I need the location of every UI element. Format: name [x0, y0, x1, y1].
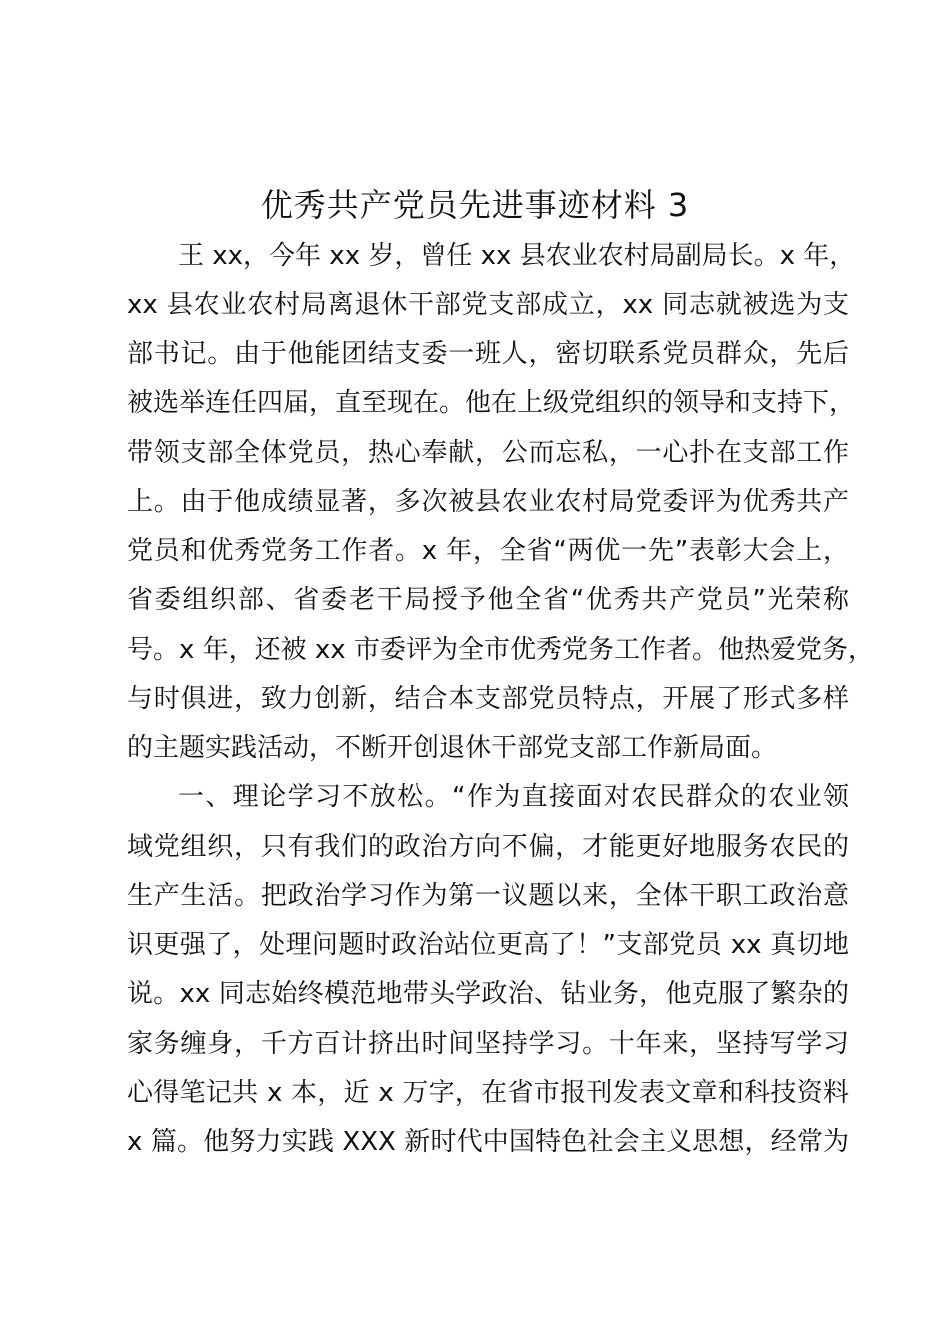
paragraph-line: 号。x 年，还被 xx 市委评为全市优秀党务工作者。他热爱党务，	[127, 635, 874, 665]
paragraph-line: 部书记。由于他能团结支委一班人，密切联系党员群众，先后	[127, 339, 849, 369]
paragraph-line: 被选举连任四届，直至现在。他在上级党组织的领导和支持下，	[127, 388, 856, 418]
paragraph-line: xx 县农业农村局离退休干部党支部成立，xx 同志就被选为支	[127, 290, 849, 320]
paragraph-line: 王 xx，今年 xx 岁，曾任 xx 县农业农村局副局长。x 年，	[178, 241, 856, 271]
paragraph-line: 说。xx 同志始终模范地带头学政治、钻业务，他克服了繁杂的	[127, 979, 849, 1009]
document-title: 优秀共产党员先进事迹材料 3	[260, 186, 690, 224]
paragraph-line: 家务缠身，千方百计挤出时间坚持学习。十年来，坚持写学习	[127, 1029, 849, 1059]
paragraph-line: 识更强了，处理问题时政治站位更高了！”支部党员 xx 真切地	[127, 930, 849, 960]
paragraph-line: 域党组织，只有我们的政治方向不偏，才能更好地服务农民的	[127, 832, 849, 862]
paragraph-line: 带领支部全体党员，热心奉献，公而忘私，一心扑在支部工作	[127, 438, 849, 468]
paragraph-line: 心得笔记共 x 本，近 x 万字，在省市报刊发表文章和科技资料	[127, 1078, 849, 1108]
paragraph-line: 的主题实践活动，不断开创退休干部党支部工作新局面。	[127, 733, 778, 763]
paragraph-line: 生产生活。把政治学习作为第一议题以来，全体干职工政治意	[127, 881, 849, 911]
paragraph-line: 上。由于他成绩显著，多次被县农业农村局党委评为优秀共产	[127, 487, 849, 517]
paragraph-line: 与时俱进，致力创新，结合本支部党员特点，开展了形式多样	[127, 684, 849, 714]
paragraph-line: 一、理论学习不放松。“作为直接面对农民群众的农业领	[178, 782, 849, 812]
paragraph-line: 省委组织部、省委老干局授予他全省“优秀共产党员”光荣称	[127, 585, 849, 615]
paragraph-line: x 篇。他努力实践 XXX 新时代中国特色社会主义思想，经常为	[127, 1127, 849, 1157]
paragraph-line: 党员和优秀党务工作者。x 年，全省“两优一先”表彰大会上，	[127, 536, 849, 566]
